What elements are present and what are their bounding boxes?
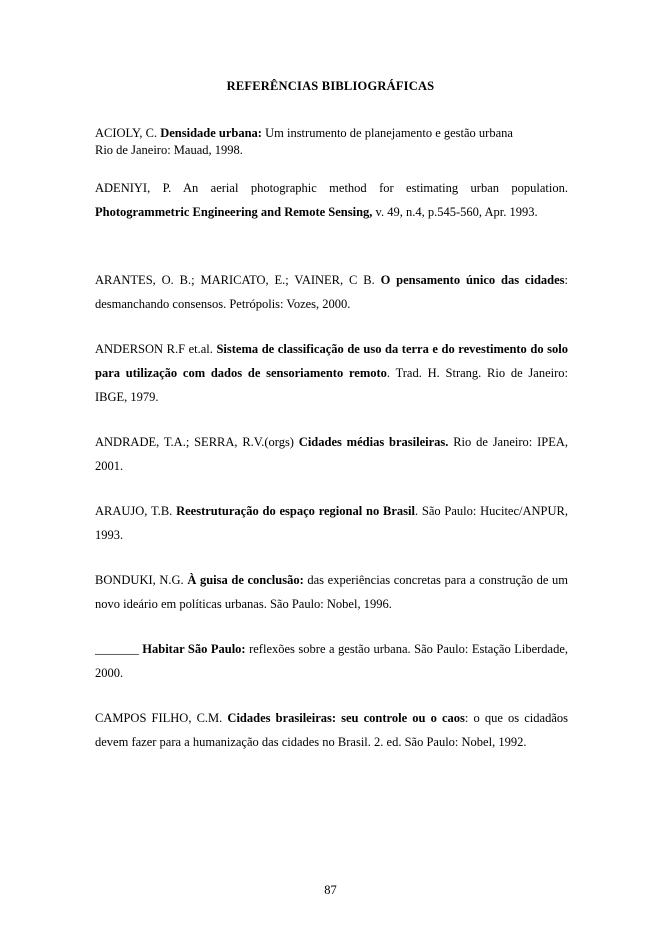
reference-text: ANDERSON R.F et.al. xyxy=(95,342,217,356)
reference-acioly xyxy=(95,125,568,159)
reference-arantes xyxy=(95,268,568,316)
reference-text: : desmanchando consensos. Petrópolis: Vozes, 2000. xyxy=(95,273,569,311)
reference-title: O pensamento único das cidades xyxy=(380,273,565,287)
reference-andrade xyxy=(95,430,568,478)
page-title: REFERÊNCIAS BIBLIOGRÁFICAS xyxy=(226,79,435,93)
reference-text: ARAUJO, T.B. xyxy=(95,504,177,518)
reference-adeniyi xyxy=(95,176,568,224)
reference-text: _______ xyxy=(95,642,143,656)
reference-title: Photogrammetric Engineering and Remote Sensing, xyxy=(95,205,373,219)
reference-text: : o que os cidadãos devem fazer para a humanização das cidades no Brasil. 2. ed. São Paulo: Nobel, 1992. xyxy=(95,711,568,749)
reference-title: Densidade urbana: xyxy=(160,126,262,140)
reference-title: Cidades médias brasileiras. xyxy=(298,435,449,449)
reference-text: das experiências concretas para a construção de um novo ideário em políticas urbanas. São Paulo: Nobel, 1996. xyxy=(95,573,568,611)
reference-text: BONDUKI, N.G. xyxy=(95,573,188,587)
reference-araujo xyxy=(95,499,568,547)
reference-title: Cidades brasileiras: seu controle ou o caos xyxy=(227,711,465,725)
reference-text: CAMPOS FILHO, C.M. xyxy=(95,711,228,725)
reference-title: Reestruturação do espaço regional no Brasil xyxy=(176,504,415,518)
reference-text: v. 49, n.4, p.545-560, Apr. 1993. xyxy=(372,205,538,219)
reference-anderson xyxy=(95,337,568,409)
reference-title: À guisa de conclusão: xyxy=(187,573,304,587)
reference-text: Rio de Janeiro: Mauad, 1998. xyxy=(95,143,243,157)
reference-text: ADENIYI, P. An aerial photographic method for estimating urban population. xyxy=(95,181,568,195)
reference-text: . Trad. H. Strang. Rio de Janeiro: IBGE, 1979. xyxy=(95,366,568,404)
reference-text: . São Paulo: Hucitec/ANPUR, 1993. xyxy=(95,504,568,542)
reference-bonduki-2000 xyxy=(95,637,568,685)
reference-title: Sistema de classificação de uso da terra e do revestimento do solo para utilização com dados de sensoriamento remoto xyxy=(95,342,568,380)
reference-title: Habitar São Paulo: xyxy=(142,642,246,656)
reference-bonduki-1996 xyxy=(95,568,568,616)
reference-text: reflexões sobre a gestão urbana. São Paulo: Estação Liberdade, 2000. xyxy=(95,642,569,680)
reference-text: Rio de Janeiro: IPEA, 2001. xyxy=(95,435,568,473)
reference-campos-filho xyxy=(95,706,568,754)
reference-text: ACIOLY, C. xyxy=(95,126,161,140)
reference-text: ANDRADE, T.A.; SERRA, R.V.(orgs) xyxy=(95,435,299,449)
page-number: 87 xyxy=(324,883,337,897)
reference-text: Um instrumento de planejamento e gestão urbana xyxy=(261,126,513,140)
reference-text: ARANTES, O. B.; MARICATO, E.; VAINER, C B. xyxy=(95,273,381,287)
